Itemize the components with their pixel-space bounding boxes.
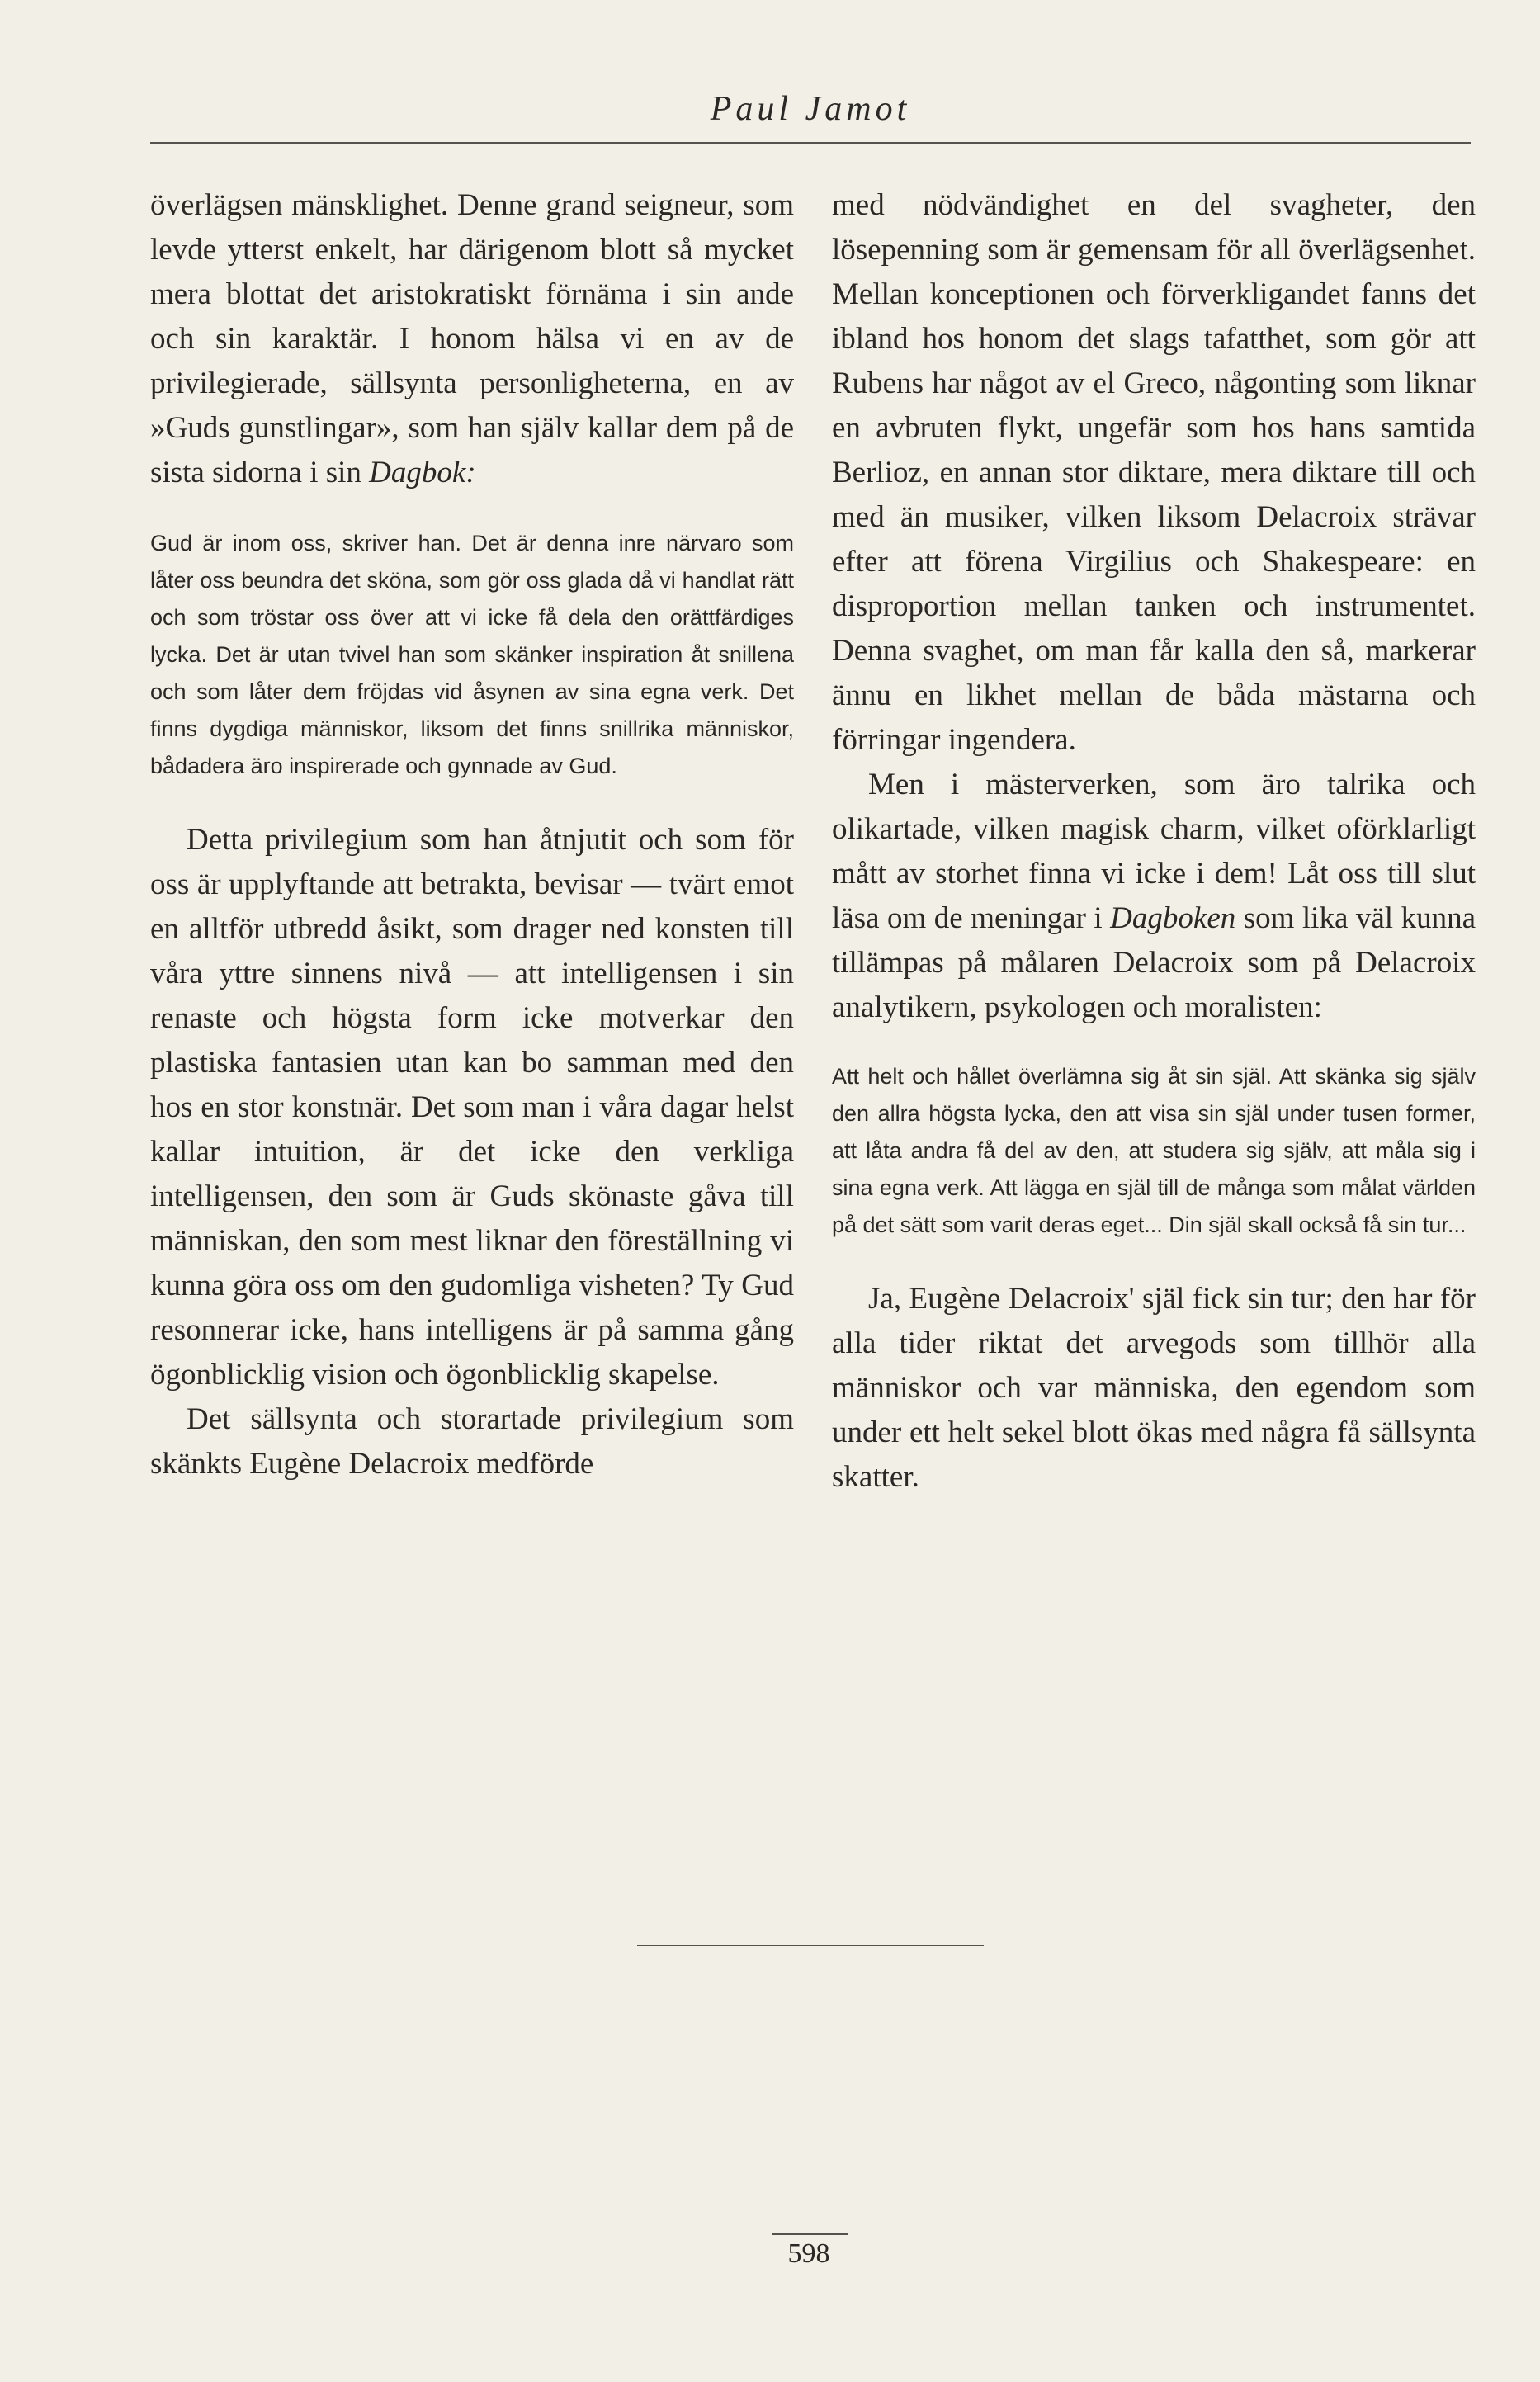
right-paragraph-2-text-b: som lika väl kunna tillämpas på målaren Delacroix som på Delacroix analytikern, psykologen och moralisten: — [832, 901, 1476, 1024]
right-column — [832, 183, 1476, 1500]
left-paragraph-1 — [150, 183, 794, 495]
right-block-quote: Att helt och hållet överlämna sig åt sin själ. Att skänka sig själv den allra högsta lycka, den att visa sin själ under tusen former, att låta andra få del av den, att studera sig själv, att måla sig i sina egna verk. Att lägga en själ till de många som målat världen på det sätt som varit deras eget... Din själ skall också få sin tur... — [832, 1064, 1476, 1237]
section-end-rule — [637, 1945, 984, 1946]
book-title-dagboken: Dagboken — [1110, 901, 1236, 935]
right-paragraph-2-text-a: Men i mästerverken, som äro talrika och olikartade, vilken magisk charm, vilket oförklarligt mått av storhet finna vi icke i dem! Låt oss till slut läsa om de meningar i — [832, 768, 1476, 935]
left-paragraph-1-text: överlägsen mänsklighet. Denne grand seigneur, som levde ytterst enkelt, har därigenom blott så mycket mera blottat det aristokratiskt förnäma i sin ande och sin karaktär. I honom hälsa vi en av de privilegierade, sällsynta personligheterna, en av »Guds gunstlingar», som han själv kallar dem på de sista sidorna i sin — [150, 188, 794, 489]
right-paragraph-2 — [832, 763, 1476, 1030]
folio-rule — [772, 2233, 848, 2235]
book-title-dagbok: Dagbok: — [369, 456, 476, 489]
left-paragraph-2: Detta privilegium som han åtnjutit och som för oss är upplyftande att betrakta, bevisar — tvärt emot en alltför utbredd åsikt, som drager ned konsten till våra yttre sinnens nivå — att intelligensen i sin renaste och högsta form icke motverkar den plastiska fantasien utan kan bo samman med den hos en stor konstnär. Det som man i våra dagar helst kallar intuition, är det icke den verkliga intelligensen, den som är Guds skönaste gåva till människan, den som mest liknar den föreställning vi kunna göra oss om den gudomliga visheten? Ty Gud resonnerar icke, hans intelligens är på samma gång ögonblicklig vision och ögonblicklig skapelse. — [150, 823, 794, 1392]
left-paragraph-3: Det sällsynta och storartade privilegium som skänkts Eugène Delacroix medförde — [150, 1402, 794, 1481]
header-rule — [150, 142, 1471, 144]
right-paragraph-3: Ja, Eugène Delacroix' själ fick sin tur; den har för alla tider riktat det arvegods som tillhör alla människor och var människa, den egendom som under ett helt sekel blott ökas med några få sällsynta skatter. — [832, 1282, 1476, 1494]
left-block-quote: Gud är inom oss, skriver han. Det är denna inre närvaro som låter oss beundra det sköna, som gör oss glada då vi handlat rätt och som tröstar oss över att vi icke få dela den orättfärdiges lycka. Det är utan tvivel han som skänker inspiration åt snillena och som låter dem fröjdas vid åsynen av sina egna verk. Det finns dygdiga människor, liksom det finns snillrika människor, bådadera äro inspirerade och gynnade av Gud. — [150, 531, 794, 778]
page-number: 598 — [787, 2238, 830, 2269]
left-column — [150, 183, 794, 1486]
right-paragraph-1: med nödvändighet en del svagheter, den lösepenning som är gemensam för all överlägsenhet. Mellan konceptionen och förverkligandet fanns det ibland hos honom det slags tafatthet, som gör att Rubens har något av el Greco, någonting som liknar en avbruten flykt, ungefär som hos hans samtida Berlioz, en annan stor diktare, mera diktare till och med än musiker, vilken liksom Delacroix strävar efter att förena Virgilius och Shakespeare: en disproportion mellan tanken och instrumentet. Denna svaghet, om man får kalla den så, markerar ännu en likhet mellan de båda mästarna och förringar ingendera. — [832, 188, 1476, 757]
running-head: Paul Jamot — [710, 90, 911, 128]
